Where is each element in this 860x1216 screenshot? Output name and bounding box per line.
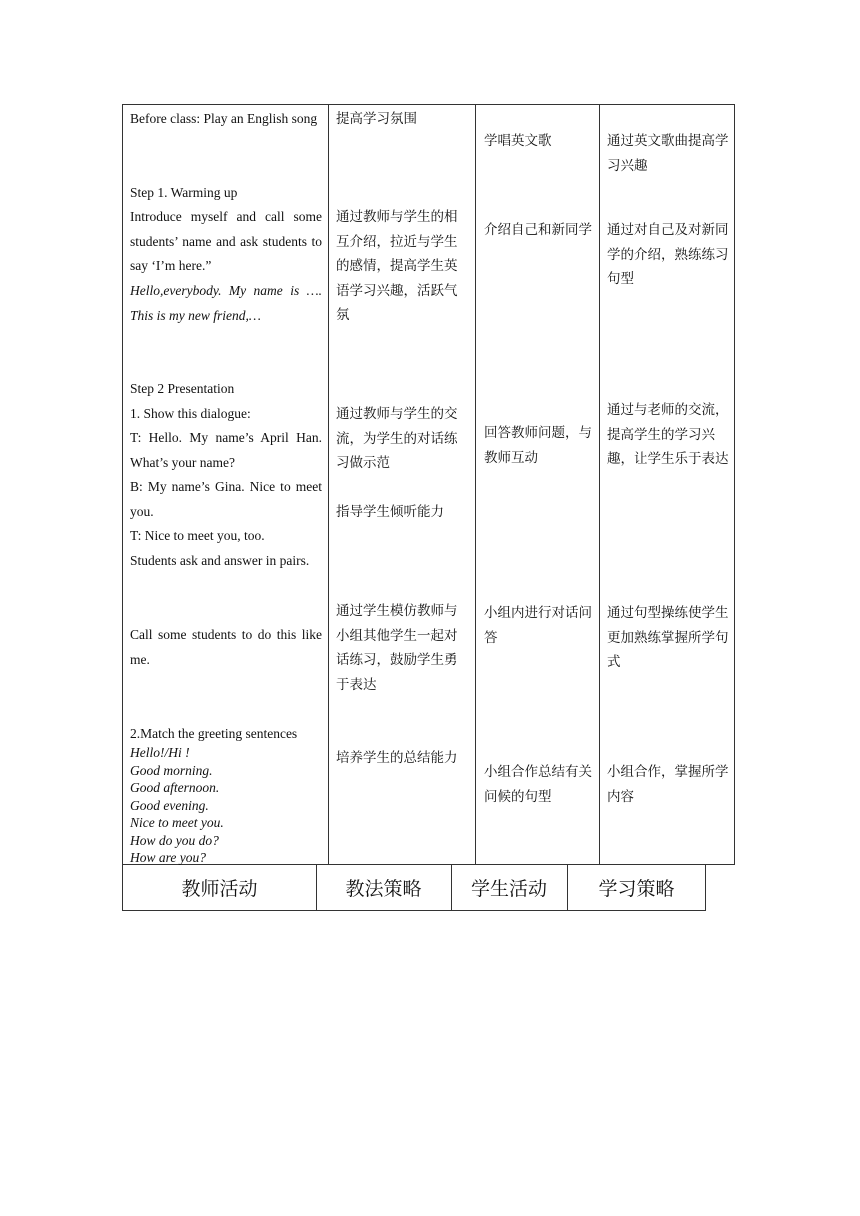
match-title: 2.Match the greeting sentences bbox=[130, 726, 298, 741]
student-r5: 小组合作总结有关问候的句型 bbox=[484, 764, 592, 804]
strategy-r4: 通过句型操练使学生更加熟练掌握所学句式 bbox=[607, 605, 729, 669]
student-r4: 小组内进行对话问答 bbox=[484, 605, 592, 645]
greeting-item: How are you? bbox=[130, 850, 206, 865]
header-teacher-activity: 教师活动 bbox=[181, 878, 258, 900]
student-r2: 介绍自己和新同学 bbox=[484, 222, 592, 237]
step1-title: Step 1. Warming up bbox=[130, 185, 238, 200]
dialogue-line-t2: T: Nice to meet you, too. bbox=[130, 528, 265, 543]
header-learning-strategy: 学习策略 bbox=[598, 878, 675, 900]
greeting-item: Good evening. bbox=[130, 797, 209, 813]
method-r2: 通过教师与学生的相互介绍，拉近与学生的感情，提高学生英语学习兴趣，活跃气氛 bbox=[336, 209, 458, 322]
table-header-row bbox=[122, 864, 706, 911]
call-students-text: Call some students to do this like me. bbox=[130, 627, 322, 667]
column-divider bbox=[475, 105, 476, 864]
strategy-r3: 通过与老师的交流，提高学生的学习兴趣，让学生乐于表达 bbox=[607, 402, 729, 466]
show-dialogue-text: 1. Show this dialogue: bbox=[130, 406, 251, 421]
greeting-item: How do you do? bbox=[130, 832, 219, 848]
method-r4: 通过学生模仿教师与小组其他学生一起对话练习，鼓励学生勇于表达 bbox=[336, 603, 458, 692]
header-student-activity: 学生活动 bbox=[470, 878, 547, 900]
step2-title: Step 2 Presentation bbox=[130, 381, 235, 396]
column-divider bbox=[599, 105, 600, 864]
method-r3b: 指导学生倾听能力 bbox=[336, 504, 444, 519]
dialogue-line-b: B: My name’s Gina. Nice to meet you. bbox=[130, 479, 322, 519]
step1-example: Hello,everybody. My name is …. This is my new friend,… bbox=[130, 283, 322, 323]
pairs-text: Students ask and answer in pairs. bbox=[130, 553, 310, 568]
greeting-item: Good morning. bbox=[130, 762, 213, 778]
student-r1: 学唱英文歌 bbox=[484, 133, 552, 148]
method-r3a: 通过教师与学生的交流，为学生的对话练习做示范 bbox=[336, 406, 458, 470]
header-teaching-method: 教法策略 bbox=[345, 878, 422, 900]
strategy-r2: 通过对自己及对新同学的介绍，熟练练习句型 bbox=[607, 222, 729, 286]
student-r3: 回答教师问题，与教师互动 bbox=[484, 425, 592, 465]
greeting-item: Good afternoon. bbox=[130, 780, 220, 795]
strategy-r5: 小组合作，掌握所学内容 bbox=[607, 764, 729, 804]
step1-text: Introduce myself and call some students’ name and ask students to say ‘I’m here.” bbox=[130, 209, 322, 273]
method-r1: 提高学习氛围 bbox=[336, 111, 417, 126]
dialogue-line-t1: T: Hello. My name’s April Han. What’s your name? bbox=[130, 430, 322, 470]
lesson-plan-table bbox=[122, 104, 735, 865]
strategy-r1: 通过英文歌曲提高学习兴趣 bbox=[607, 133, 729, 173]
before-class-text: Before class: Play an English song bbox=[130, 111, 318, 126]
greeting-item: Nice to meet you. bbox=[130, 815, 224, 830]
column-divider bbox=[328, 105, 329, 864]
method-r5: 培养学生的总结能力 bbox=[336, 750, 458, 765]
greeting-item: Hello!/Hi ! bbox=[130, 745, 190, 760]
greeting-list bbox=[130, 744, 322, 867]
